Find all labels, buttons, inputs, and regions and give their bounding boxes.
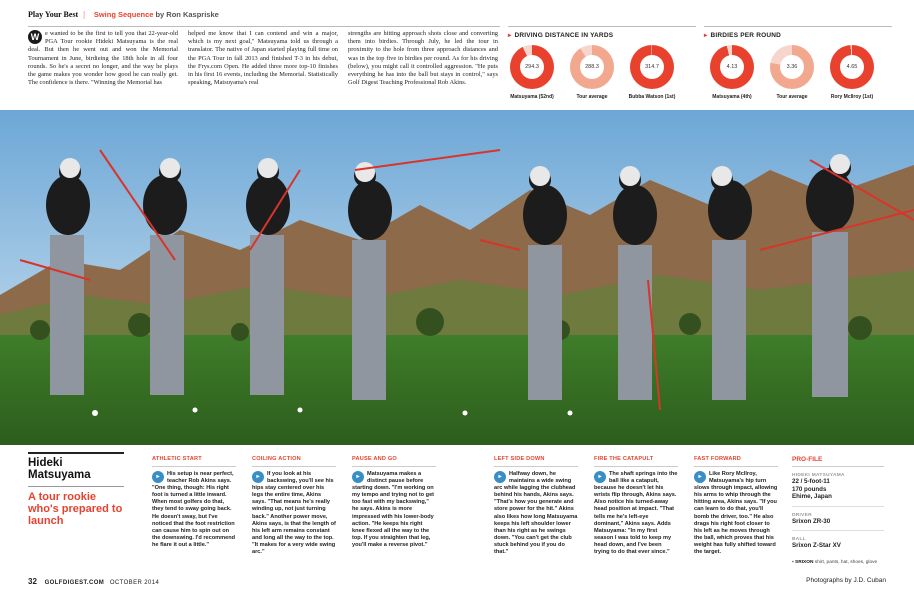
donut-value: 294.3 [520, 55, 544, 79]
pro-file-title: PRO-FILE [792, 456, 884, 467]
intro-article [28, 26, 500, 110]
step-text: ▸ Matsuyama makes a distinct pause before starting down. "I'm working on my tempo and trying not to get too fast with my backswing," he says. Akins is more impressed with his lower-body action. "He keeps his right knee flexed all the way to the top. If you straighten that leg, you'll make a reverse pivot." [352, 471, 435, 548]
tagline: A tour rookie who's prepared to launch [28, 491, 123, 527]
header-separator: | [83, 10, 85, 19]
arrow-icon: ▸ [594, 471, 606, 483]
arrow-icon: ▸ [704, 32, 708, 39]
arrow-icon: ▸ [694, 471, 706, 483]
donut-chart [510, 45, 554, 89]
section-header [28, 10, 219, 24]
player-last-name: Matsuyama [28, 469, 91, 481]
article-column-1 [28, 30, 178, 87]
page-footer [28, 577, 159, 586]
divider [792, 506, 884, 507]
divider [28, 452, 124, 454]
arrow-icon: ▸ [252, 471, 264, 483]
driving-stats-title: ▸ DRIVING DISTANCE IN YARDS [508, 32, 614, 39]
donut-chart [630, 45, 674, 89]
arrow-icon: ▸ [494, 471, 506, 483]
page-number: 32 [28, 577, 37, 586]
pro-file-apparel [792, 560, 884, 565]
swing-sequence-photo [0, 110, 914, 445]
swing-photo-illustration [0, 110, 914, 445]
donut-label: Matsuyama (52nd) [510, 94, 554, 100]
donut-value: 4.65 [840, 55, 864, 79]
step-text: ▸ Like Rory McIlroy, Matsuyama's hip turn slows through impact, allowing his arms to whip through the hitting area, Akins says. "If you can learn to do that, you'll bomb the driver, too." He also drags his right foot closer to his left as he moves through the ball, which proves that his weight has fully shifted toward the target. [694, 471, 778, 556]
section-name: Play Your Best [28, 10, 79, 19]
pro-file-ball-label: BALL [792, 537, 806, 542]
bullet-icon: ▪ [792, 559, 796, 565]
step-text: ▸ Halfway down, he maintains a wide swing arc while lagging the clubhead behind his hands, Akins says. "That's how you generate and store power for the hit." Akins also likes how long Matsuyama keeps his left shoulder lower than his right as he swings down. "You can't get the club stuck behind you if you do that." [494, 471, 578, 556]
step-coiling-action [252, 456, 336, 556]
pro-file-driver-label: DRIVER [792, 512, 812, 518]
arrow-icon: ▸ [352, 471, 364, 483]
player-name-block [28, 452, 128, 527]
pro-file-ball: Srixon Z-Star XV [792, 542, 841, 549]
divider [28, 486, 124, 487]
arrow-icon: ▸ [152, 471, 164, 483]
step-title: FAST FORWARD [694, 456, 778, 467]
donut-chart [570, 45, 614, 89]
divider [792, 530, 884, 531]
step-left-side-down [494, 456, 578, 556]
step-text: ▸ If you look at his backswing, you'll see his hips stay centered over his legs the entire time, Akins says. "That means he's really winding up, not just turning back." Another power move, Akins says, is that the length of his left arm remains constant and long all the way to the top. "It makes for a very wide swing arc." [252, 471, 336, 556]
step-pause-and-go [352, 456, 436, 549]
donut-label: Bubba Watson (1st) [628, 94, 676, 100]
step-title: LEFT SIDE DOWN [494, 456, 578, 467]
pro-file-sidebar [792, 456, 884, 565]
step-text: ▸ His setup is near perfect, teacher Rob Akins says. "One thing, though: His right foot is turned a little inward. When most golfers do that, they tend to sway going back. He doesn't sway, but I've noticed that the foot restriction can cause him to spin out on the downswing. I'd recommend he flare it out a little." [152, 471, 236, 548]
feature-name: Swing Sequence [93, 10, 154, 19]
article-text-1: e wanted to be the first to tell you that 22-year-old PGA Tour rookie Hideki Matsuyama is the real deal. But then he went out and won the Memorial Tournament in June, birdieing the 18th hole in all four rounds. So he's a secret no longer, and the way he plays the game makes you wonder how good he can really get. The confidence is there. "Winning the Memorial has [28, 30, 178, 87]
pro-file-name-label: HIDEKI MATSUYAMA [792, 473, 845, 478]
step-title: COILING ACTION [252, 456, 336, 467]
donut-label: Tour average [776, 94, 808, 100]
donut-label: Rory McIlroy (1st) [830, 94, 874, 100]
article-column-2: helped me know that I can contend and win a major, which is my next goal," Matsuyama told us through a translator. The native of Japan started playing full time on the PGA Tour in fall 2013 and finished T-3 in his debut, the Frys.com Open. He added three more top-10 finishes in his first 16 events, including the Memorial. Statistically speaking, Matsuyama's real [188, 30, 338, 87]
donut-chart [710, 45, 754, 89]
birdies-per-round-stats [704, 26, 892, 110]
step-fire-the-catapult [594, 456, 678, 556]
donut-label: Tour average [576, 94, 608, 100]
article-column-3: strengths are hitting approach shots close and converting them into birdies. Through July, he led the tour in proximity to the hole from three approach distances and was in the top five in birdies per round. As for his driving (below), you might call it controlled aggression. "He puts everything he has into the ball but stays in control," says Golf Digest Teaching Professional Rob Akins. [348, 30, 498, 87]
step-fast-forward [694, 456, 778, 556]
step-title: FIRE THE CATAPULT [594, 456, 678, 467]
player-first-name: Hideki [28, 457, 63, 469]
birdies-stats-title: ▸ BIRDIES PER ROUND [704, 32, 782, 39]
pro-file-bio-weight: 170 pounds [792, 485, 827, 493]
arrow-icon: ▸ [508, 32, 512, 39]
apparel-brand: SRIXON [795, 559, 814, 565]
pro-file-driver: Srixon ZR-30 [792, 517, 831, 525]
photo-credit: Photographs by J.D. Cuban [806, 577, 886, 584]
issue-date: OCTOBER 2014 [109, 580, 160, 586]
driving-distance-stats [508, 26, 696, 110]
donut-value: 314.7 [640, 55, 664, 79]
step-title: PAUSE AND GO [352, 456, 436, 467]
site-name: GOLFDIGEST.COM [44, 580, 105, 586]
donut-value: 4.13 [720, 55, 744, 79]
step-athletic-start [152, 456, 236, 549]
byline: by Ron Kaspriske [155, 10, 219, 19]
step-title: ATHLETIC START [152, 456, 236, 467]
step-text: ▸ The shaft springs into the ball like a catapult, because he doesn't let his wrists flip through, Akins says. Also notice his turned-away head position at impact. "That tells me he's left-eye dominant," Akins says. Adds Matsuyama: "In my first season I was told to keep my head down, and I've been trying to do that ever since." [594, 471, 678, 556]
donut-chart [770, 45, 814, 89]
drop-cap: W [28, 30, 42, 44]
donut-label: Matsuyama (4th) [712, 94, 752, 100]
donut-value: 288.3 [580, 55, 604, 79]
pro-file-bio-hometown: Ehime, Japan [792, 493, 832, 500]
apparel-items: shirt, pants, hat, shoes, glove [814, 559, 878, 565]
pro-file-bio-age-height: 22 / 5-foot-11 [792, 478, 830, 485]
donut-chart [830, 45, 874, 89]
donut-value: 3.36 [780, 55, 804, 79]
